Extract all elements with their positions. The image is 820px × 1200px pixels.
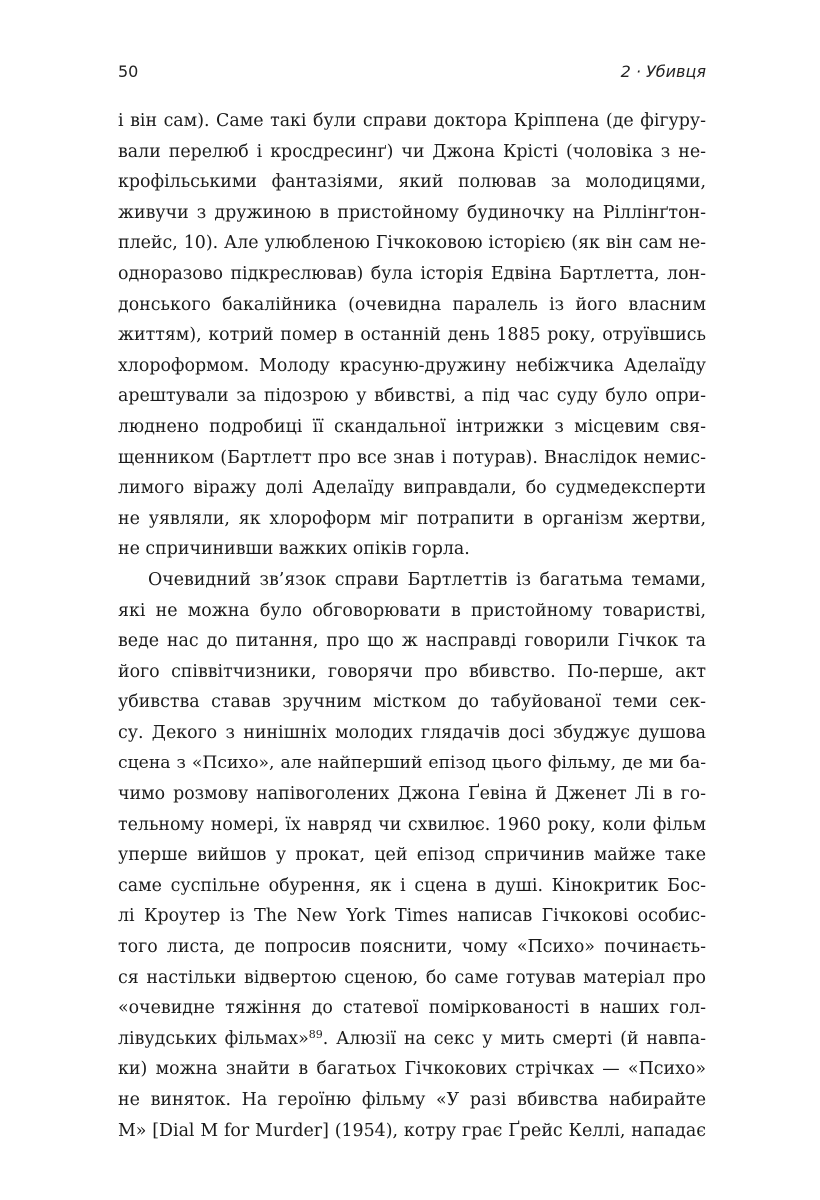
text-line: лимого віражу долі Аделаїду виправдали, бо судмедексперти [118, 478, 706, 499]
text-line: і він сам). Саме такі були справи доктора Кріппена (де фігуру- [118, 111, 706, 131]
text-line: веде нас до питання, про що ж насправді говорили Гічкок та [118, 631, 706, 652]
text-line: уперше вийшов у прокат, цей епізод спричинив майже таке [118, 845, 706, 866]
page-number: 50 [118, 62, 139, 81]
text-line: щенником (Бартлетт про все знав і потурав). Внаслідок немис- [118, 447, 706, 468]
body-text [118, 106, 706, 1146]
text-line: плейс, 10). Але улюбленою Гічкоковою історією (як він сам не- [118, 233, 706, 254]
running-head [118, 62, 706, 86]
text-line: ки) можна знайти в багатьох Гічкокових стрічках — «Психо» [118, 1059, 706, 1080]
text-line: арештували за підозрою у вбивстві, а під час суду було опри- [118, 386, 706, 407]
text-line: сцена з «Психо», але найперший епізод цього фільму, де ми ба- [118, 753, 706, 774]
text-line: лі Кроутер із The New York Times написав Гічкокові особис- [118, 906, 706, 927]
text-fragment: лівудських фільмах» [118, 1028, 309, 1049]
text-line: убивства ставав зручним містком до табуйованої теми сек- [118, 692, 706, 713]
text-line: не виняток. На героїню фільму «У разі вбивства набирайте [118, 1090, 706, 1110]
chapter-title: 2 · Убивця [620, 62, 706, 81]
text-line: життям), котрий помер в останній день 1885 року, отруївшись [118, 325, 706, 346]
text-line-with-footnote [118, 1024, 706, 1055]
text-line: не спричинивши важких опіків горла. [118, 539, 470, 560]
text-line: крофільськими фантазіями, який полював за молодицями, [118, 172, 706, 193]
text-line: які не можна було обговорювати в пристойному товаристві, [118, 600, 706, 621]
text-line: люднено подробиці її скандальної інтрижки з місцевим свя- [118, 416, 706, 437]
text-line: не уявляли, як хлороформ міг потрапити в організм жертви, [118, 508, 706, 529]
text-line: живучи з дружиною в пристойному будиночку на Ріллінґтон- [118, 202, 706, 223]
text-line: того листа, де попросив пояснити, чому «Психо» починаєть- [118, 937, 706, 958]
text-line: ся настільки відвертою сценою, бо саме готував матеріал про [118, 967, 706, 988]
text-line: чимо розмову напівоголених Джона Ґевіна й Дженет Лі в го- [118, 784, 706, 805]
text-line: донського бакалійника (очевидна паралель із його власним [118, 294, 706, 315]
text-line: одноразово підкреслював) була історія Едвіна Бартлетта, лон- [118, 263, 706, 284]
text-line: хлороформом. Молоду красуню-дружину небіжчика Аделаїду [118, 355, 706, 376]
text-line: «очевидне тяжіння до статевої поміркованості в наших гол- [118, 998, 706, 1019]
text-line: тельному номері, їх навряд чи схвилює. 1960 року, коли фільм [118, 814, 706, 835]
footnote-ref[interactable]: 89 [308, 1027, 323, 1041]
text-line: Очевидний зв’язок справи Бартлеттів із багатьма темами, [148, 569, 706, 590]
text-line: су. Декого з нинішніх молодих глядачів досі збуджує душова [118, 722, 706, 743]
text-line: його співвітчизники, говорячи про вбивство. По-перше, акт [118, 661, 706, 682]
text-line: саме суспільне обурення, як і сцена в душі. Кінокритик Бос- [118, 875, 706, 896]
text-line: M» [Dial M for Murder] (1954), котру грає Ґрейс Келлі, нападає [118, 1120, 706, 1141]
text-line: вали перелюб і кросдресинґ) чи Джона Крісті (чоловіка з не- [118, 141, 706, 162]
text-fragment: . Алюзії на секс у мить смерті (й навпа- [322, 1028, 706, 1049]
